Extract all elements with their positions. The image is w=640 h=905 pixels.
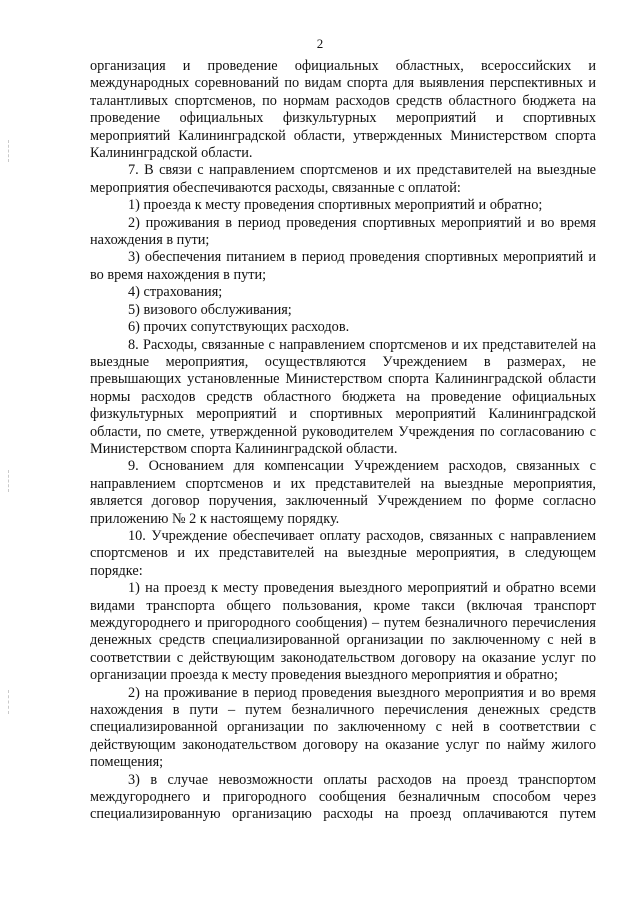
paragraph-7: 7. В связи с направлением спортсменов и их представителей на выездные мероприятия обеспечиваются расходы, связанные с оплатой:	[90, 162, 596, 196]
paragraph-continuation: организация и проведение официальных областных, всероссийских и международных соревнований по видам спорта для выявления перспективных и талантливых спортсменов, по нормам расходов средств областного бюджета на проведение официальных физкультурных мероприятий и спортивных мероприятий Калининградской области, утвержденных Министерством спорта Калининградской области.	[90, 58, 596, 162]
subitem-1: 1) на проезд к месту проведения выездного мероприятий и обратно всеми видами транспорта общего пользования, кроме такси (включая транспорт междугороднего и пригородного сообщения) – путем безналичного перечисления денежных средств специализированной организации по заключенному с ней в соответствии с действующим законодательством договору на оказание услуг по организации проезда к месту проведения выездного мероприятия и обратно;	[90, 580, 596, 684]
scan-margin-mark	[8, 690, 10, 714]
subitem-2: 2) на проживание в период проведения выездного мероприятия и во время нахождения в пути – путем безналичного перечисления денежных средств специализированной организации по заключенному с ней в соответствии с действующим законодательством договору на оказание услуг по найму жилого помещения;	[90, 684, 596, 771]
list-item-1: 1) проезда к месту проведения спортивных мероприятий и обратно;	[128, 197, 543, 214]
scan-margin-mark	[8, 140, 10, 162]
list-item-6: 6) прочих сопутствующих расходов.	[128, 319, 350, 336]
scan-margin-mark	[8, 470, 10, 492]
document-body	[90, 58, 596, 824]
list-item-2: 2) проживания в период проведения спортивных мероприятий и во время нахождения в пути;	[90, 214, 596, 249]
paragraph-9: 9. Основанием для компенсации Учреждением расходов, связанных с направлением спортсменов и их представителей на выездные мероприятия, является договор поручения, заключенный Учреждением по форме согласно приложению № 2 к настоящему порядку.	[90, 458, 596, 527]
page-number: 2	[316, 36, 324, 51]
subitem-3: 3) в случае невозможности оплаты расходов на проезд транспортом междугороднего и пригородного сообщения безналичным способом через специализированную организацию расходы на проезд оплачиваются путем	[90, 771, 596, 823]
paragraph-8: 8. Расходы, связанные с направлением спортсменов и их представителей на выездные мероприятия, осуществляются Учреждением в размерах, не превышающих установленные Министерством спорта Калининградской области нормы расходов средств областного бюджета на проведение официальных физкультурных мероприятий и спортивных мероприятий Калининградской области, по смете, утвержденной руководителем Учреждения по согласованию с Министерством спорта Калининградской области.	[90, 336, 596, 457]
list-item-3: 3) обеспечения питанием в период проведения спортивных мероприятий и во время нахождения в пути;	[90, 249, 596, 283]
paragraph-10: 10. Учреждение обеспечивает оплату расходов, связанных с направлением спортсменов и их представителей на выездные мероприятия, в следующем порядке:	[90, 527, 596, 579]
list-item-4: 4) страхования;	[128, 284, 223, 301]
list-item-5: 5) визового обслуживания;	[128, 301, 292, 318]
